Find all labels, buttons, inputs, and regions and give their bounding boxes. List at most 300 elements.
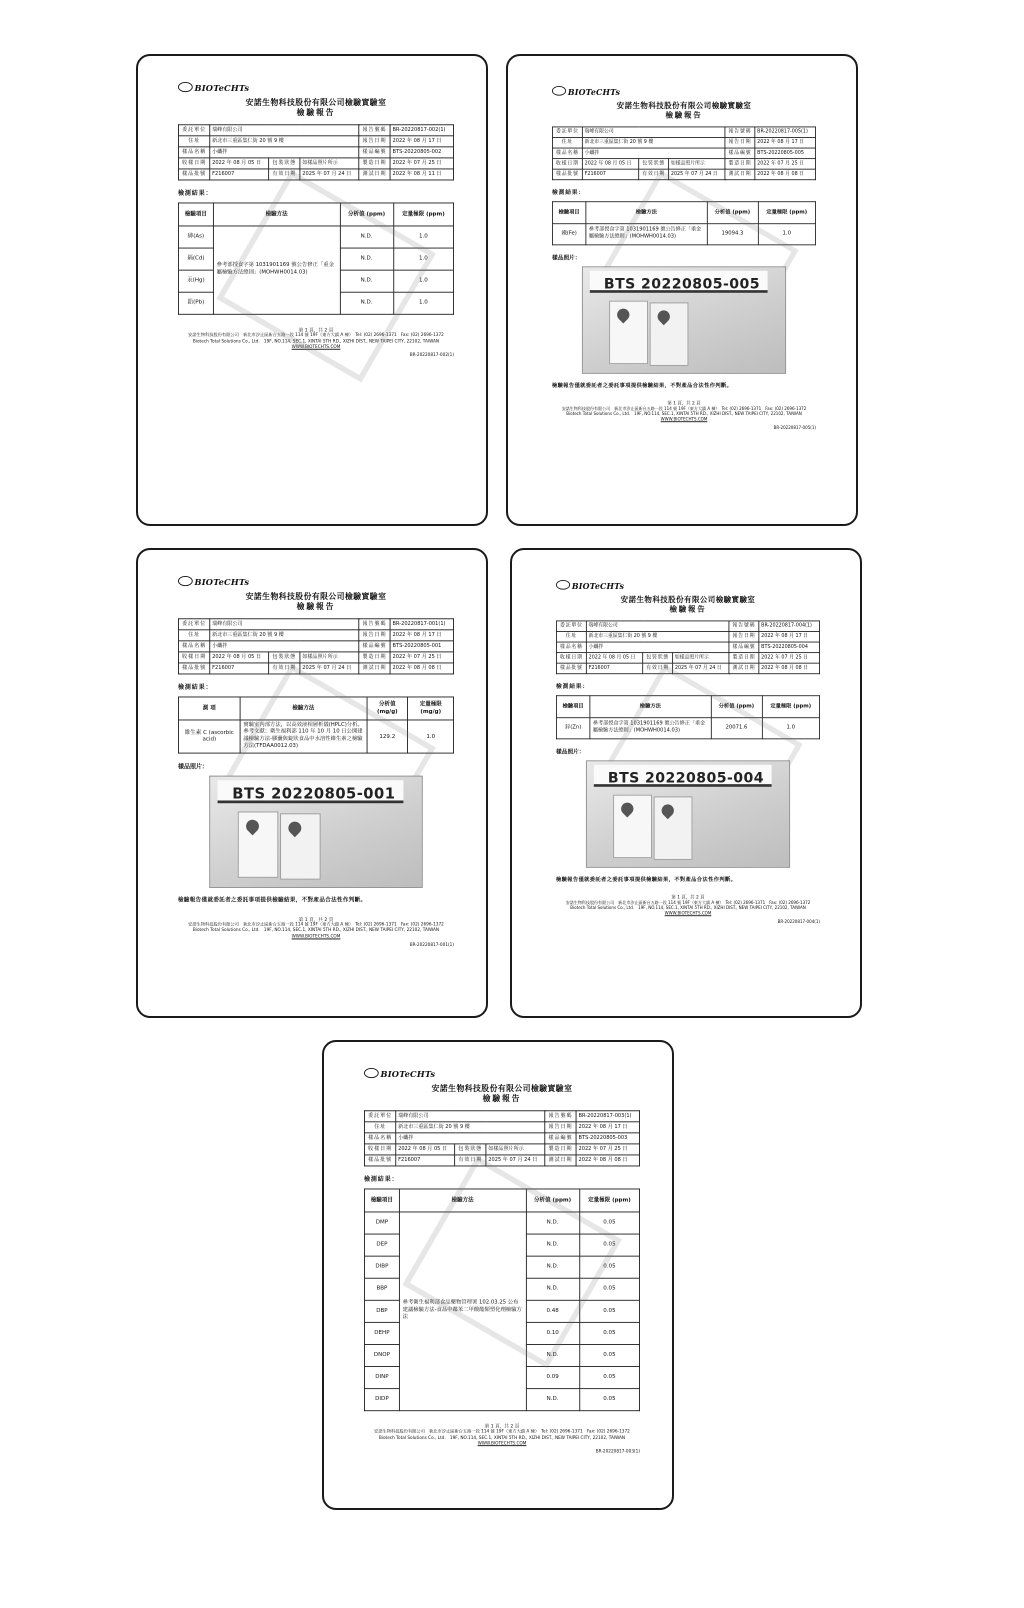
results-heading: 檢測結果：	[364, 1175, 399, 1183]
results-row	[178, 226, 453, 248]
info-label: 製造日期	[729, 652, 759, 663]
info-label: 報告號碼	[545, 1110, 576, 1121]
info-value: 小纖拌	[210, 146, 359, 157]
info-row	[178, 662, 453, 673]
info-value: 2022 年 07 月 25 日	[759, 652, 820, 663]
info-label: 有效日期	[269, 662, 300, 673]
info-value: 2022 年 08 月 08 日	[755, 169, 816, 180]
report-title: 檢驗報告	[665, 111, 703, 121]
footer-company-en: Biotech Total Solutions Co., Ltd. 19F, NO.114, SEC.1, XINTAI 5TH RD., XIZHI DIST., NEW TAIPEI CITY, 22102, TAIWAN	[378, 1435, 626, 1441]
info-value: 如樣品照片所示	[673, 652, 729, 663]
quantitation-limit: 0.05	[579, 1234, 639, 1256]
logo-text: BIOTeCHTs	[567, 88, 621, 98]
analysis-value: N.D.	[340, 292, 393, 314]
info-value: 新北市三重區集仁街 20 號 9 樓	[396, 1121, 545, 1132]
lab-title: 安諾生物科技股份有限公司檢驗實驗室	[245, 98, 387, 108]
results-header-cell: 測 項	[178, 697, 240, 720]
info-label: 包裝狀態	[455, 1143, 486, 1154]
results-header-cell: 檢驗方法	[213, 203, 340, 226]
footer-report-id: BR-20220817-004(1)	[777, 920, 820, 925]
info-label: 報告日期	[725, 137, 755, 148]
info-label: 住址	[364, 1121, 395, 1132]
product-box	[654, 796, 693, 859]
info-value: BR-20220817-001(1)	[390, 618, 453, 629]
sample-photo-heading: 樣品照片：	[178, 762, 208, 771]
info-value: 小纖拌	[210, 640, 359, 651]
logo-text: BIOTeCHTs	[380, 1070, 436, 1080]
info-value: 瑞峰有限公司	[582, 126, 725, 137]
report-title: 檢驗報告	[296, 108, 336, 118]
footer-company: 安諾生物科技股份有限公司 新北市汐止區新台五路一段 114 號 19F（東方大鎮 A 棟） Tel: (02) 2696-1371 Fax: (02) 2696-1372	[188, 333, 444, 339]
logo-text: BIOTeCHTs	[571, 582, 625, 592]
info-label: 測試日期	[359, 662, 390, 673]
footer-url[interactable]: WWW.BIOTECHTS.COM	[477, 1441, 527, 1446]
info-label: 樣品編號	[359, 146, 390, 157]
test-item: DNOP	[364, 1344, 399, 1366]
test-method: 實驗室內部方法，以高效液相層析儀(HPLC)分析。參考文獻：衛生福利部 110 年 10 月 10 日公開建議檢驗方法-膠囊與錠狀食品中水溶性維生素之檢驗方法(TFDAA0012.03)	[240, 720, 367, 753]
info-label: 包裝狀態	[269, 157, 300, 168]
results-header-row	[556, 695, 819, 717]
info-row	[556, 663, 819, 674]
results-heading: 檢測結果：	[556, 682, 589, 690]
info-value: 如樣品照片所示	[300, 157, 359, 168]
analysis-value: N.D.	[340, 248, 393, 270]
report-info-table	[178, 124, 454, 180]
info-value: 2022 年 08 月 05 日	[586, 652, 642, 663]
results-header-cell: 分析值 (ppm)	[526, 1189, 579, 1212]
quantitation-limit: 1.0	[758, 223, 816, 244]
analysis-value: 0.10	[526, 1322, 579, 1344]
disclaimer-note: 檢驗報告僅就委託者之委託事項提供檢驗結果，不對產品合法性作判斷。	[552, 382, 733, 389]
footer-url[interactable]: WWW.BIOTECHTS.COM	[660, 418, 708, 423]
lab-title: 安諾生物科技股份有限公司檢驗實驗室	[245, 592, 387, 602]
quantitation-limit: 0.05	[579, 1322, 639, 1344]
results-table	[178, 696, 454, 753]
info-value: 2025 年 07 月 24 日	[673, 663, 729, 674]
info-row	[364, 1110, 639, 1121]
test-method: 參考部授食字第 1031901169 號公告修正「重金屬檢驗方法總則」(MOHWH0014.03)	[586, 223, 707, 244]
test-item: BBP	[364, 1278, 399, 1300]
results-row	[556, 717, 819, 738]
info-label: 製造日期	[545, 1143, 576, 1154]
info-label: 報告日期	[359, 135, 390, 146]
info-value: BR-20220817-003(1)	[576, 1110, 639, 1121]
test-item: DIBP	[364, 1256, 399, 1278]
info-value: 小纖拌	[586, 642, 729, 653]
page-number: 第 1 頁，共 2 頁	[667, 401, 701, 407]
product-box	[238, 812, 278, 878]
results-header-cell: 分析值 (ppm)	[711, 695, 762, 717]
quantitation-limit: 1.0	[393, 248, 453, 270]
info-value: 2022 年 08 月 05 日	[582, 158, 638, 169]
info-label: 樣品名稱	[552, 148, 582, 159]
info-label: 測試日期	[545, 1154, 576, 1165]
quantitation-limit: 1.0	[393, 226, 453, 248]
report-footer	[364, 1424, 640, 1447]
page-number: 第 1 頁，共 2 頁	[671, 895, 705, 901]
test-method: 參考衛生福利部食品藥物管理署 102.03.25 公布建議檢驗方法-食品中鄰苯二甲酸酯類塑化劑檢驗方法	[399, 1212, 526, 1411]
info-row	[556, 642, 819, 653]
logo-icon	[552, 86, 566, 96]
analysis-value: N.D.	[340, 226, 393, 248]
info-label: 住址	[556, 631, 586, 642]
info-value: 如樣品照片所示	[669, 158, 725, 169]
info-value: BTS-20220805-002	[390, 146, 453, 157]
results-header-cell: 檢驗項目	[178, 203, 213, 226]
info-label: 製造日期	[359, 651, 390, 662]
results-header-cell: 分析值 (mg/g)	[367, 697, 408, 720]
info-row	[556, 652, 819, 663]
sample-photo-heading: 樣品照片：	[556, 747, 585, 755]
test-item: 鋅(Zn)	[556, 717, 589, 738]
info-row	[552, 126, 815, 137]
info-row	[178, 157, 453, 168]
info-label: 製造日期	[725, 158, 755, 169]
info-row	[364, 1154, 639, 1165]
report-page	[178, 576, 454, 948]
footer-company: 安諾生物科技股份有限公司 新北市汐止區新台五路一段 114 號 19F（東方大鎮 A 棟） Tel: (02) 2696-1371 Fax: (02) 2696-1372	[561, 407, 807, 412]
info-label: 委託單位	[552, 126, 582, 137]
info-value: 2025 年 07 月 24 日	[300, 168, 359, 179]
results-heading: 檢測結果：	[178, 683, 213, 691]
company-logo	[552, 86, 816, 99]
info-label: 樣品批號	[178, 168, 209, 179]
product-logo-icon	[615, 306, 632, 323]
info-label: 委託單位	[556, 620, 586, 631]
test-item: 鉛(Pb)	[178, 292, 213, 314]
info-label: 樣品名稱	[556, 642, 586, 653]
info-value: 小纖拌	[396, 1132, 545, 1143]
company-logo	[178, 82, 454, 95]
report-title: 檢驗報告	[482, 1094, 522, 1104]
info-value: 新北市三重區集仁街 20 號 9 樓	[586, 631, 729, 642]
info-value: 2022 年 07 月 25 日	[755, 158, 816, 169]
info-label: 包裝狀態	[639, 158, 669, 169]
info-row	[552, 148, 815, 159]
footer-company: 安諾生物科技股份有限公司 新北市汐止區新台五路一段 114 號 19F（東方大鎮 A 棟） Tel: (02) 2696-1371 Fax: (02) 2696-1372	[374, 1429, 630, 1435]
report-page	[364, 1068, 640, 1455]
logo-icon	[178, 82, 193, 92]
logo-icon	[178, 576, 193, 586]
info-label: 有效日期	[269, 168, 300, 179]
info-label: 測試日期	[359, 168, 390, 179]
quantitation-limit: 1.0	[393, 292, 453, 314]
info-value: 2022 年 08 月 17 日	[576, 1121, 639, 1132]
quantitation-limit: 1.0	[408, 720, 454, 753]
test-item: DMP	[364, 1212, 399, 1234]
results-header-row	[364, 1189, 639, 1212]
info-label: 委託單位	[178, 124, 209, 135]
product-box	[609, 301, 648, 364]
info-label: 樣品編號	[729, 642, 759, 653]
product-logo-icon	[619, 800, 636, 817]
info-label: 收樣日期	[556, 652, 586, 663]
report-page	[556, 580, 820, 925]
info-value: 新北市三重區集仁街 20 號 9 樓	[210, 629, 359, 640]
report-card-zinc	[510, 548, 862, 1018]
info-row	[556, 631, 819, 642]
sample-photo-heading: 樣品照片：	[552, 253, 581, 261]
info-label: 製造日期	[359, 157, 390, 168]
report-footer	[556, 895, 820, 917]
analysis-value: 20071.6	[711, 717, 762, 738]
results-header-cell: 分析值 (ppm)	[707, 201, 758, 223]
report-title: 檢驗報告	[296, 602, 336, 612]
analysis-value: 19094.3	[707, 223, 758, 244]
quantitation-limit: 0.05	[579, 1388, 639, 1410]
test-item: DINP	[364, 1366, 399, 1388]
company-logo	[178, 576, 454, 589]
results-header-cell: 檢驗方法	[240, 697, 367, 720]
info-row	[178, 168, 453, 179]
info-value: 2022 年 07 月 25 日	[390, 157, 453, 168]
results-header-cell: 定量極限 (mg/g)	[408, 697, 454, 720]
test-method: 參考部授食字第 1031901169 號公告修正「重金屬檢驗方法總則」(MOHWH0014.03)	[590, 717, 711, 738]
info-value: 2022 年 08 月 05 日	[396, 1143, 455, 1154]
info-label: 報告號碼	[359, 124, 390, 135]
results-header-cell: 檢驗項目	[556, 695, 589, 717]
report-footer	[178, 917, 454, 940]
info-label: 收樣日期	[552, 158, 582, 169]
info-row	[178, 618, 453, 629]
info-row	[552, 137, 815, 148]
info-label: 住址	[178, 135, 209, 146]
report-card-heavy-metals	[136, 54, 488, 526]
info-value: 2022 年 07 月 25 日	[390, 651, 453, 662]
page-number: 第 1 頁，共 2 頁	[298, 327, 334, 333]
analysis-value: N.D.	[526, 1278, 579, 1300]
results-header-cell: 檢驗項目	[364, 1189, 399, 1212]
info-label: 樣品名稱	[178, 640, 209, 651]
results-row	[178, 720, 453, 753]
info-value: 2025 年 07 月 24 日	[486, 1154, 545, 1165]
results-table	[552, 201, 816, 245]
sample-code: BTS 20220805-001	[232, 784, 396, 803]
product-box	[280, 813, 320, 879]
info-label: 報告號碼	[729, 620, 759, 631]
info-value: F216007	[210, 168, 269, 179]
product-logo-icon	[243, 817, 261, 835]
test-item: 鐵(Fe)	[552, 223, 585, 244]
test-item: 鎘(Cd)	[178, 248, 213, 270]
quantitation-limit: 1.0	[762, 717, 820, 738]
info-row	[364, 1143, 639, 1154]
lab-title: 安諾生物科技股份有限公司檢驗實驗室	[431, 1084, 573, 1094]
info-value: F216007	[586, 663, 642, 674]
info-value: 2022 年 08 月 05 日	[210, 157, 269, 168]
info-row	[178, 146, 453, 157]
logo-icon	[364, 1068, 379, 1078]
info-value: 2022 年 08 月 11 日	[390, 168, 453, 179]
info-value: 瑞峰有限公司	[210, 618, 359, 629]
info-value: BR-20220817-002(1)	[390, 124, 453, 135]
sample-code: BTS 20220805-004	[607, 768, 764, 786]
quantitation-limit: 0.05	[579, 1278, 639, 1300]
report-info-table	[178, 618, 454, 674]
info-label: 樣品批號	[178, 662, 209, 673]
footer-url[interactable]: WWW.BIOTECHTS.COM	[664, 912, 712, 917]
results-heading: 檢測結果：	[178, 189, 213, 197]
results-table	[556, 695, 820, 739]
report-card-vitamin-c	[136, 548, 488, 1018]
info-value: 如樣品照片所示	[486, 1143, 545, 1154]
footer-report-id: BR-20220817-002(1)	[409, 353, 454, 358]
info-label: 測試日期	[729, 663, 759, 674]
results-header-cell: 定量極限 (ppm)	[393, 203, 453, 226]
info-label: 報告號碼	[725, 126, 755, 137]
info-label: 報告日期	[545, 1121, 576, 1132]
report-card-plasticizers	[322, 1040, 674, 1510]
logo-text: BIOTeCHTs	[194, 578, 250, 588]
info-value: BTS-20220805-003	[576, 1132, 639, 1143]
page-number: 第 1 頁，共 2 頁	[484, 1423, 520, 1430]
info-row	[178, 640, 453, 651]
results-header-cell: 定量極限 (ppm)	[758, 201, 816, 223]
info-row	[178, 124, 453, 135]
analysis-value: N.D.	[526, 1256, 579, 1278]
info-label: 委託單位	[178, 618, 209, 629]
logo-icon	[556, 580, 570, 590]
report-footer	[178, 327, 454, 350]
analysis-value: N.D.	[340, 270, 393, 292]
footer-url[interactable]: WWW.BIOTECHTS.COM	[291, 344, 341, 350]
info-value: BTS-20220805-001	[390, 640, 453, 651]
info-label: 測試日期	[725, 169, 755, 180]
analysis-value: 0.48	[526, 1300, 579, 1322]
test-item: 維生素 C (ascorbic acid)	[178, 720, 240, 753]
info-row	[552, 158, 815, 169]
info-label: 樣品名稱	[178, 146, 209, 157]
info-value: 2022 年 08 月 08 日	[576, 1154, 639, 1165]
info-value: 小纖拌	[582, 148, 725, 159]
product-box	[613, 795, 652, 858]
info-label: 包裝狀態	[643, 652, 673, 663]
report-page	[178, 82, 454, 359]
info-label: 有效日期	[639, 169, 669, 180]
page-number: 第 1 頁，共 2 頁	[298, 916, 334, 923]
info-value: F216007	[210, 662, 269, 673]
report-title: 檢驗報告	[669, 605, 707, 615]
sample-label-strip	[590, 271, 768, 293]
quantitation-limit: 0.05	[579, 1256, 639, 1278]
quantitation-limit: 0.05	[579, 1344, 639, 1366]
info-value: 2022 年 08 月 17 日	[755, 137, 816, 148]
test-item: 砷(As)	[178, 226, 213, 248]
results-header-cell: 定量極限 (ppm)	[762, 695, 820, 717]
report-info-table	[552, 126, 816, 180]
logo-text: BIOTeCHTs	[194, 84, 250, 94]
info-value: 2022 年 07 月 25 日	[576, 1143, 639, 1154]
footer-company-en: Biotech Total Solutions Co., Ltd. 19F, NO.114, SEC.1, XINTAI 5TH RD., XIZHI DIST., NEW TAIPEI CITY, 22102, TAIWAN	[566, 412, 802, 418]
info-value: BTS-20220805-004	[759, 642, 820, 653]
info-label: 樣品編號	[545, 1132, 576, 1143]
info-label: 包裝狀態	[269, 651, 300, 662]
test-item: 汞(Hg)	[178, 270, 213, 292]
info-label: 有效日期	[455, 1154, 486, 1165]
info-label: 住址	[552, 137, 582, 148]
info-row	[364, 1132, 639, 1143]
analysis-value: N.D.	[526, 1212, 579, 1234]
quantitation-limit: 0.05	[579, 1366, 639, 1388]
results-table	[364, 1188, 640, 1411]
results-header-cell: 檢驗項目	[552, 201, 585, 223]
results-header-cell: 檢驗方法	[586, 201, 707, 223]
info-value: 2022 年 08 月 17 日	[759, 631, 820, 642]
footer-report-id: BR-20220817-005(1)	[773, 426, 816, 431]
disclaimer-note: 檢驗報告僅就委託者之委託事項提供檢驗結果，不對產品合法性作判斷。	[178, 897, 367, 904]
quantitation-limit: 0.05	[579, 1300, 639, 1322]
info-value: 瑞峰有限公司	[396, 1110, 545, 1121]
sample-photo	[586, 760, 790, 867]
product-logo-icon	[659, 802, 676, 819]
company-logo	[556, 580, 820, 593]
footer-company-en: Biotech Total Solutions Co., Ltd. 19F, NO.114, SEC.1, XINTAI 5TH RD., XIZHI DIST., NEW TAIPEI CITY, 22102, TAIWAN	[192, 339, 440, 344]
results-heading: 檢測結果：	[552, 188, 585, 196]
info-value: 2025 年 07 月 24 日	[669, 169, 725, 180]
report-footer	[552, 401, 816, 423]
report-card-iron	[506, 54, 858, 526]
sample-code: BTS 20220805-005	[603, 274, 760, 292]
info-label: 樣品批號	[556, 663, 586, 674]
info-value: BTS-20220805-005	[755, 148, 816, 159]
info-value: 2022 年 08 月 08 日	[759, 663, 820, 674]
analysis-value: 0.09	[526, 1366, 579, 1388]
info-value: 2022 年 08 月 05 日	[210, 651, 269, 662]
quantitation-limit: 1.0	[393, 270, 453, 292]
results-header-cell: 檢驗方法	[590, 695, 711, 717]
info-label: 樣品名稱	[364, 1132, 395, 1143]
info-row	[364, 1121, 639, 1132]
analysis-value: N.D.	[526, 1234, 579, 1256]
disclaimer-note: 檢驗報告僅就委託者之委託事項提供檢驗結果，不對產品合法性作判斷。	[556, 876, 737, 883]
info-label: 樣品編號	[725, 148, 755, 159]
info-value: F216007	[396, 1154, 455, 1165]
sample-label-strip	[218, 780, 404, 803]
footer-company-en: Biotech Total Solutions Co., Ltd. 19F, NO.114, SEC.1, XINTAI 5TH RD., XIZHI DIST., NEW TAIPEI CITY, 22102, TAIWAN	[192, 928, 440, 934]
results-header-cell: 定量極限 (ppm)	[579, 1189, 639, 1212]
footer-company-en: Biotech Total Solutions Co., Ltd. 19F, NO.114, SEC.1, XINTAI 5TH RD., XIZHI DIST., NEW TAIPEI CITY, 22102, TAIWAN	[570, 906, 806, 912]
test-method: 參考部授食字第 1031901169 號公告修正「重金屬檢驗方法總則」(MOHWH0014.03)	[213, 226, 340, 314]
test-item: DEP	[364, 1234, 399, 1256]
results-header-row	[178, 203, 453, 226]
info-label: 報告日期	[359, 629, 390, 640]
report-page	[552, 86, 816, 431]
info-label: 報告號碼	[359, 618, 390, 629]
info-row	[178, 135, 453, 146]
footer-company: 安諾生物科技股份有限公司 新北市汐止區新台五路一段 114 號 19F（東方大鎮 A 棟） Tel: (02) 2696-1371 Fax: (02) 2696-1372	[565, 901, 811, 906]
product-logo-icon	[286, 819, 304, 837]
info-value: 瑞峰有限公司	[586, 620, 729, 631]
info-value: BR-20220817-004(1)	[759, 620, 820, 631]
info-value: 新北市三重區集仁街 20 號 9 樓	[582, 137, 725, 148]
info-label: 住址	[178, 629, 209, 640]
results-header-row	[552, 201, 815, 223]
product-box	[650, 302, 689, 365]
info-row	[552, 169, 815, 180]
results-header-cell: 檢驗方法	[399, 1189, 526, 1212]
info-value: 如樣品照片所示	[300, 651, 359, 662]
footer-url[interactable]: WWW.BIOTECHTS.COM	[291, 934, 341, 940]
info-value: 2022 年 08 月 17 日	[390, 135, 453, 146]
info-row	[178, 629, 453, 640]
product-logo-icon	[655, 308, 672, 325]
quantitation-limit: 0.05	[579, 1212, 639, 1234]
info-row	[178, 651, 453, 662]
sample-label-strip	[594, 765, 772, 787]
info-label: 委託單位	[364, 1110, 395, 1121]
results-header-row	[178, 697, 453, 720]
info-label: 收樣日期	[178, 651, 209, 662]
